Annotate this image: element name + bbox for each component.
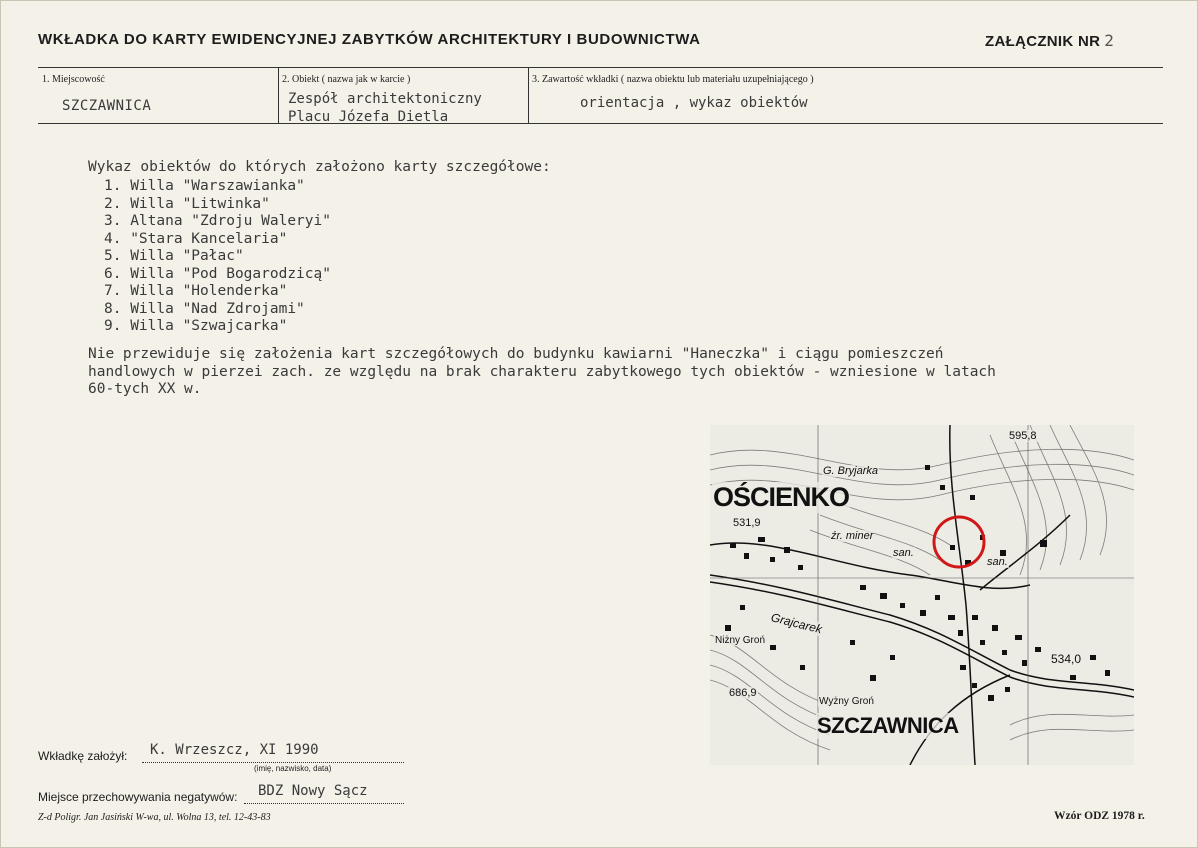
note-line-2: handlowych w pierzei zach. ze względu na brak charakteru zabytkowego tych obiektów - wzniesione w latach bbox=[88, 363, 996, 380]
list-item: 3. Altana "Zdroju Waleryi" bbox=[104, 213, 331, 229]
object-list bbox=[104, 178, 331, 336]
note-line-3: 60-tych XX w. bbox=[88, 381, 202, 397]
content-label: 3. Zawartość wkładki ( nazwa obiektu lub materiału uzupełniającego ) bbox=[532, 74, 814, 85]
list-item: 4. "Stara Kancelaria" bbox=[104, 230, 288, 247]
content-value: orientacja , wykaz obiektów bbox=[580, 95, 808, 111]
list-item: 7. Willa "Holenderka" bbox=[104, 283, 288, 299]
storage-value: BDZ Nowy Sącz bbox=[258, 783, 368, 799]
printer-imprint: Z-d Poligr. Jan Jasiński W-wa, ul. Wolna 13, tel. 12-43-83 bbox=[38, 812, 271, 823]
created-by-value: K. Wrzeszcz, XI 1990 bbox=[150, 742, 319, 758]
object-value bbox=[288, 90, 482, 126]
page-title: WKŁADKA DO KARTY EWIDENCYJNEJ ZABYTKÓW ARCHITEKTURY I BUDOWNICTWA bbox=[38, 31, 701, 48]
location-map bbox=[710, 425, 1134, 765]
map-label-elev-534: 534,0 bbox=[1051, 652, 1082, 666]
created-by-line bbox=[142, 762, 404, 763]
form-number: Wzór ODZ 1978 r. bbox=[1054, 810, 1145, 822]
created-by-caption: (imię, nazwisko, data) bbox=[254, 764, 332, 773]
map-label-san-2: san. bbox=[987, 556, 1008, 568]
map-label-brylarka: G. Bryjarka bbox=[823, 465, 879, 477]
map-label-elev-595: 595,8 bbox=[1009, 430, 1037, 442]
annex-number: 2 bbox=[1104, 31, 1115, 50]
map-label-szczawnica: SZCZAWNICA bbox=[817, 713, 959, 738]
annex-label-text: ZAŁĄCZNIK NR bbox=[985, 33, 1101, 50]
list-item: 8. Willa "Nad Zdrojami" bbox=[104, 300, 305, 317]
object-value-line1: Zespół architektoniczny bbox=[288, 91, 482, 107]
map-label-elev-531: 531,9 bbox=[733, 517, 761, 529]
locality-field bbox=[38, 68, 279, 123]
storage-label: Miejsce przechowywania negatywów: bbox=[38, 790, 238, 804]
header-fields bbox=[38, 67, 1163, 124]
annex-label bbox=[985, 31, 1114, 50]
created-by-label: Wkładkę założył: bbox=[38, 749, 128, 763]
map-label-oscienko: OŚCIENKO bbox=[713, 482, 850, 512]
list-item: 1. Willa "Warszawianka" bbox=[104, 178, 305, 194]
storage-line bbox=[244, 803, 404, 804]
note-paragraph bbox=[88, 346, 1168, 399]
map-label-elev-686: 686,9 bbox=[729, 687, 757, 699]
list-item: 9. Willa "Szwajcarka" bbox=[104, 318, 288, 334]
list-intro: Wykaz obiektów do których założono karty szczegółowe: bbox=[88, 159, 551, 175]
map-label-grajcarek: Grajcarek bbox=[769, 610, 824, 637]
locality-label: 1. Miejscowość bbox=[42, 74, 105, 85]
map-label-san: san. bbox=[893, 547, 914, 559]
content-field bbox=[528, 68, 1163, 123]
map-label-wyzny-gron: Wyżny Groń bbox=[819, 696, 874, 707]
object-field bbox=[278, 68, 529, 123]
map-label-nizny-gron: Niżny Groń bbox=[715, 635, 766, 646]
list-item: 2. Willa "Litwinka" bbox=[104, 195, 270, 212]
list-item: 6. Willa "Pod Bogarodzicą" bbox=[104, 265, 331, 282]
list-item: 5. Willa "Pałac" bbox=[104, 248, 244, 264]
map-label-zr-miner: źr. miner bbox=[831, 530, 874, 542]
locality-value: SZCZAWNICA bbox=[62, 98, 152, 114]
object-value-line2: Placu Józefa Dietla bbox=[288, 109, 449, 125]
note-line-1: Nie przewiduje się założenia kart szczegółowych do budynku kawiarni "Haneczka" i ciągu pomieszczeń bbox=[88, 346, 944, 362]
object-label: 2. Obiekt ( nazwa jak w karcie ) bbox=[282, 74, 411, 85]
